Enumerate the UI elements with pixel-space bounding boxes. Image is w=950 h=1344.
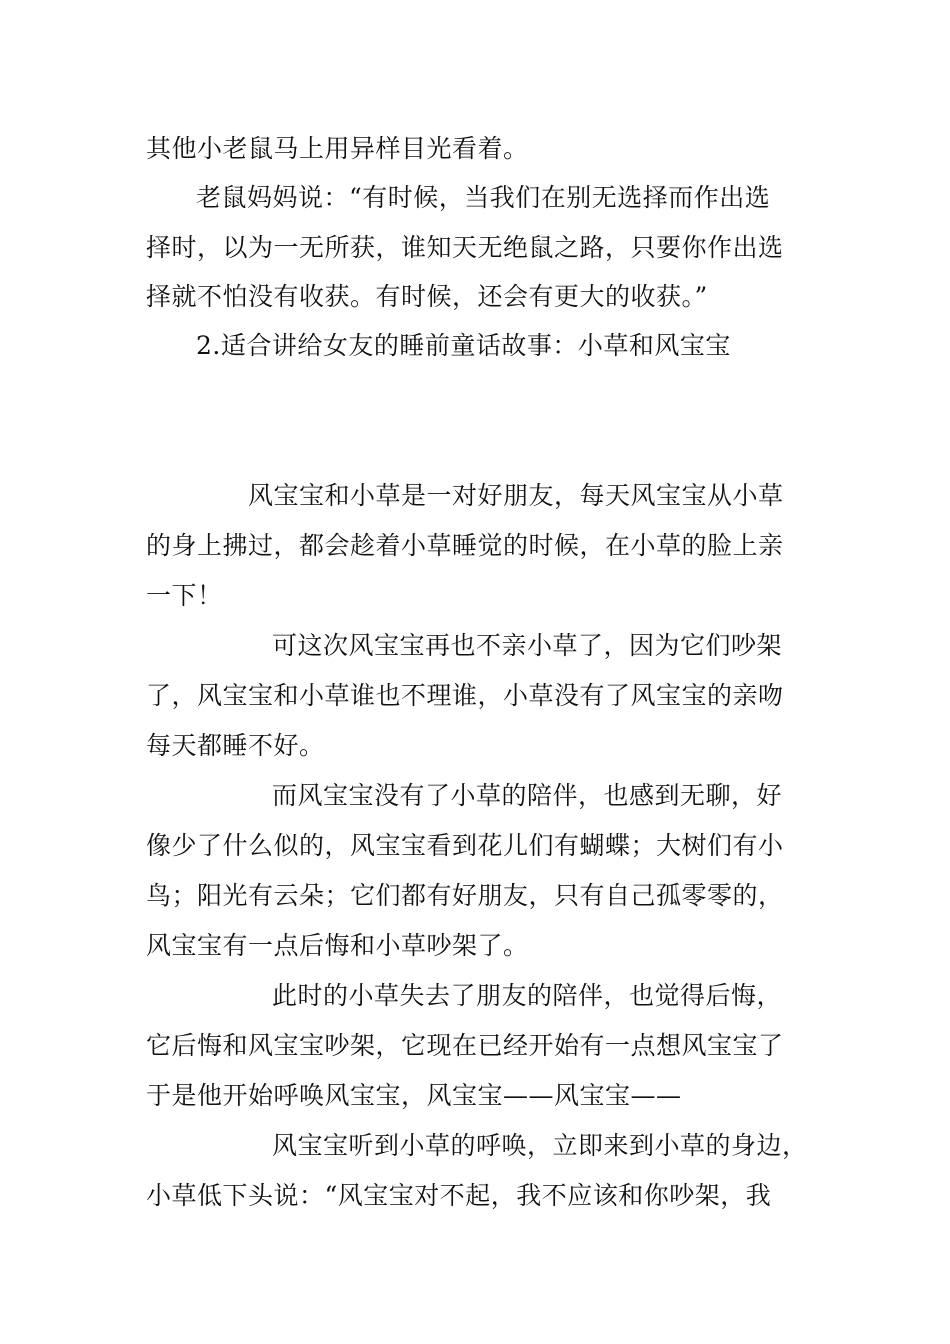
text-line: 每天都睡不好。 xyxy=(146,731,325,760)
text-line: 择时，以为一无所获，谁知天无绝鼠之路，只要你作出选 xyxy=(146,233,784,262)
text-line: 风宝宝和小草是一对好朋友，每天风宝宝从小草 xyxy=(248,481,784,510)
text-line: 此时的小草失去了朋友的陪伴，也觉得后悔， xyxy=(272,981,783,1010)
text-line: 风宝宝听到小草的呼唤，立即来到小草的身边， xyxy=(272,1131,808,1160)
text-line: 可这次风宝宝再也不亲小草了，因为它们吵架 xyxy=(272,631,783,660)
section-heading: 2.适合讲给女友的睡前童话故事：小草和风宝宝 xyxy=(196,331,731,360)
text-line: 鸟；阳光有云朵；它们都有好朋友，只有自己孤零零的， xyxy=(146,881,784,910)
text-line: 其他小老鼠马上用异样目光看着。 xyxy=(146,134,529,163)
text-line: 小草低下头说：“风宝宝对不起，我不应该和你吵架，我 xyxy=(146,1181,772,1210)
text-line: 一下！ xyxy=(146,581,223,610)
text-line: 择就不怕没有收获。有时候，还会有更大的收获。” xyxy=(146,282,708,311)
text-line: 老鼠妈妈说：“有时候，当我们在别无选择而作出选 xyxy=(196,183,771,212)
text-line: 像少了什么似的，风宝宝看到花儿们有蝴蝶；大树们有小 xyxy=(146,831,784,860)
text-line: 了，风宝宝和小草谁也不理谁，小草没有了风宝宝的亲吻 xyxy=(146,681,784,710)
text-line: 的身上拂过，都会趁着小草睡觉的时候，在小草的脸上亲 xyxy=(146,531,784,560)
text-line: 风宝宝有一点后悔和小草吵架了。 xyxy=(146,931,529,960)
text-line: 而风宝宝没有了小草的陪伴，也感到无聊，好 xyxy=(272,781,783,810)
text-line: 它后悔和风宝宝吵架，它现在已经开始有一点想风宝宝了 xyxy=(146,1031,784,1060)
text-line: 于是他开始呼唤风宝宝，风宝宝——风宝宝—— xyxy=(146,1081,682,1110)
